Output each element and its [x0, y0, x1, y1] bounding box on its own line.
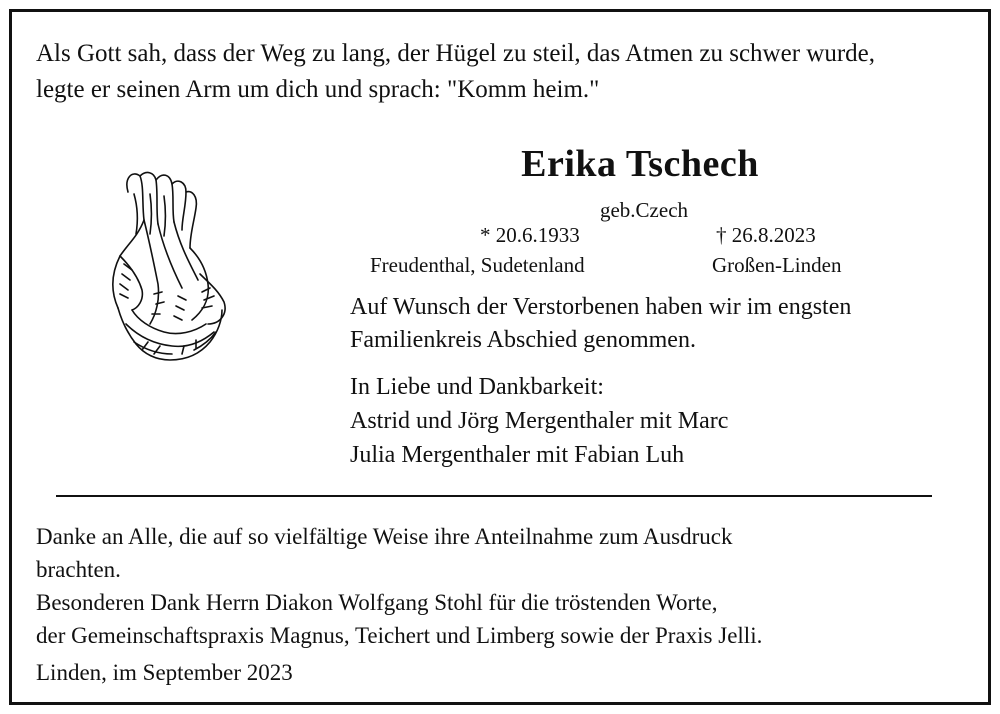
- poem: [36, 36, 875, 108]
- mourners-heading: In Liebe und Dankbarkeit:: [350, 374, 604, 400]
- poem-line: legte er seinen Arm um dich und sprach: "Komm heim.": [36, 76, 600, 103]
- notice-line: Auf Wunsch der Verstorbenen haben wir im engsten: [350, 294, 852, 320]
- birthplace: Freudenthal, Sudetenland: [370, 253, 585, 277]
- mourners-list: [350, 404, 728, 472]
- funeral-notice: [350, 291, 851, 357]
- gratitude-line: Danke an Alle, die auf so vielfältige Weise ihre Anteilnahme zum Ausdruck: [36, 524, 733, 549]
- gratitude-text: [36, 520, 762, 652]
- praying-hands-icon: [98, 164, 234, 370]
- gratitude-line: der Gemeinschaftspraxis Magnus, Teichert und Limberg sowie der Praxis Jelli.: [36, 623, 763, 648]
- birth-date: * 20.6.1933: [480, 223, 580, 247]
- gratitude-line: brachten.: [36, 557, 121, 582]
- place-date: Linden, im September 2023: [36, 660, 293, 685]
- poem-line: Als Gott sah, dass der Weg zu lang, der Hügel zu steil, das Atmen zu schwer wurde,: [36, 40, 875, 67]
- notice-line: Familienkreis Abschied genommen.: [350, 327, 696, 353]
- mourner-entry: Astrid und Jörg Mergenthaler mit Marc: [350, 408, 729, 434]
- death-date: † 26.8.2023: [716, 223, 816, 247]
- divider: [56, 495, 932, 497]
- deceased-name: Erika Tschech: [521, 143, 759, 185]
- deathplace: Großen-Linden: [712, 253, 842, 277]
- obituary-frame: [9, 9, 991, 705]
- gratitude-line: Besonderen Dank Herrn Diakon Wolfgang Stohl für die tröstenden Worte,: [36, 590, 718, 615]
- maiden-name: geb.Czech: [599, 198, 689, 222]
- mourner-entry: Julia Mergenthaler mit Fabian Luh: [350, 442, 685, 468]
